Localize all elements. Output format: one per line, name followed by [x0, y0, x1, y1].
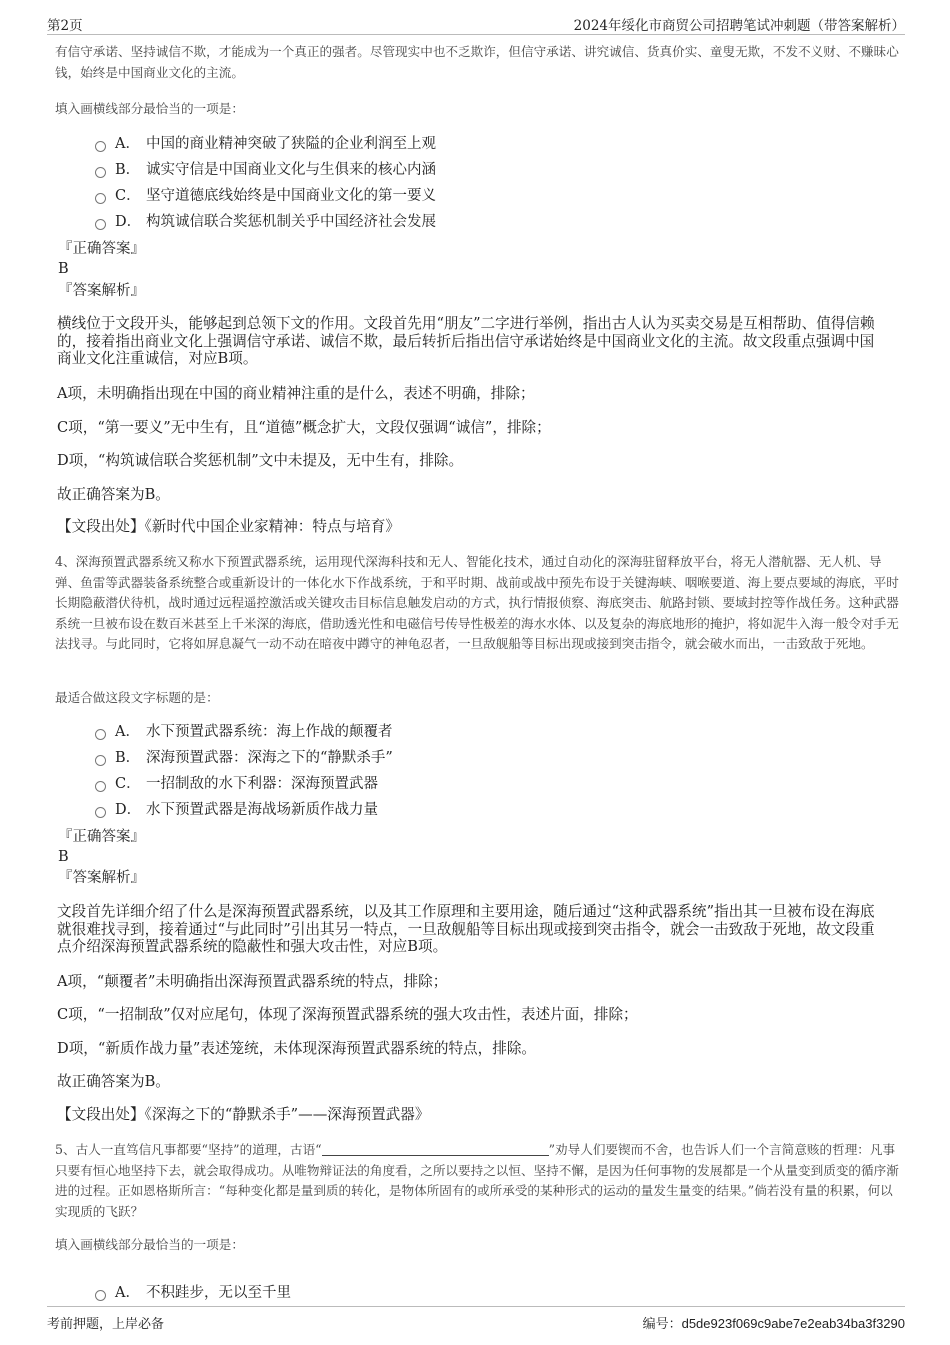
q3-option-b[interactable]: B． 诚实守信是中国商业文化与生俱来的核心内涵 [95, 159, 615, 181]
fill-blank [322, 1142, 549, 1156]
q4-analysis-label: 『答案解析』 [58, 870, 145, 886]
q4-answer-label: 『正确答案』 [58, 829, 145, 845]
q5-option-a[interactable]: A． 不积跬步，无以至千里 [95, 1282, 615, 1304]
q3-prompt: 填入画横线部分最恰当的一项是： [55, 101, 244, 116]
q3-option-a[interactable]: A． 中国的商业精神突破了狭隘的企业利润至上观 [95, 133, 615, 155]
radio-icon[interactable] [95, 755, 106, 766]
footer-code: 编号：d5de923f069c9abe7e2eab34ba3f3290 [642, 1316, 905, 1332]
q4-passage: 4、深海预置武器系统又称水下预置武器系统，运用现代深海科技和无人、智能化技术，通过自动化的深海驻留释放平台，将无人潜航器、无人机、导弹、鱼雷等武器装备系统整合或重新设计的一体化水下作战系统，于和平时期、战前或战中预先布设于关键海峡、咽喉要道、海上要点要域的海底，平时长期隐蔽潜伏待机，战时通过远程遥控激活或关键攻击目标信息触发启动的方式，执行情报侦察、海底突击、航路封锁、要域封控等作战任务。这种武器系统一旦被布设在数百米甚至上千米深的海底，借助透光性和电磁信号传导性极差的海水水体、以及复杂的海底地形的掩护，将如泥牛入海一般令对手无法找寻。与此同时，它将如屏息凝气一动不动在暗夜中蹲守的神龟忍者，一旦敌舰船等目标出现或接到突击指令，就会破水而出，一击致敌于死地。 [55, 554, 899, 651]
radio-icon[interactable] [95, 1290, 106, 1301]
radio-icon[interactable] [95, 781, 106, 792]
document-title: 2024年绥化市商贸公司招聘笔试冲刺题（带答案解析） [573, 18, 905, 34]
q3-conclusion: 故正确答案为B。 [57, 486, 170, 503]
page-number: 第2页 [47, 18, 83, 34]
q3-option-d[interactable]: D． 构筑诚信联合奖惩机制关乎中国经济社会发展 [95, 211, 615, 233]
q4-source: 【文段出处】《深海之下的“静默杀手”——深海预置武器》 [57, 1106, 430, 1123]
page-footer [47, 1306, 905, 1333]
q4-note-c: C项，“一招制敌”仅对应尾句，体现了深海预置武器系统的强大攻击性，表述片面，排除； [57, 1006, 638, 1023]
q4-option-a[interactable]: A． 水下预置武器系统：海上作战的颠覆者 [95, 721, 615, 743]
q3-analysis-label: 『答案解析』 [58, 283, 145, 299]
q3-option-c[interactable]: C． 坚守道德底线始终是中国商业文化的第一要义 [95, 185, 615, 207]
q3-note-a: A项，未明确指出现在中国的商业精神注重的是什么，表述不明确，排除； [57, 385, 535, 402]
radio-icon[interactable] [95, 219, 106, 230]
q3-answer-label: 『正确答案』 [58, 241, 145, 257]
q3-source: 【文段出处】《新时代中国企业家精神：特点与培育》 [57, 518, 400, 535]
q4-option-d[interactable]: D． 水下预置武器是海战场新质作战力量 [95, 799, 615, 821]
q3-note-d: D项，“构筑诚信联合奖惩机制”文中未提及，无中生有，排除。 [57, 452, 464, 469]
q4-analysis: 文段首先详细介绍了什么是深海预置武器系统，以及其工作原理和主要用途，随后通过“这种武器系统”指出其一旦被布设在海底就很难找寻到，接着通过“与此同时”引出其另一特点，一旦敌舰船等目标出现或接到突击指令，就会一击致敌于死地，故文段重点介绍深海预置武器系统的隐蔽性和强大攻击性，对应B项。 [57, 903, 875, 955]
q4-conclusion: 故正确答案为B。 [57, 1073, 170, 1090]
q3-passage-tail: 有信守承诺、坚持诚信不欺，才能成为一个真正的强者。尽管现实中也不乏欺诈，但信守承诺、讲究诚信、货真价实、童叟无欺，不发不义财、不赚昧心钱，始终是中国商业文化的主流。 [55, 44, 899, 80]
q4-option-b[interactable]: B． 深海预置武器：深海之下的“静默杀手” [95, 747, 615, 769]
q4-prompt: 最适合做这段文字标题的是： [55, 690, 219, 705]
radio-icon[interactable] [95, 807, 106, 818]
q4-answer: B [58, 849, 69, 865]
q3-note-c: C项，“第一要义”无中生有，且“道德”概念扩大，文段仅强调“诚信”，排除； [57, 419, 551, 436]
q3-answer: B [58, 261, 69, 277]
radio-icon[interactable] [95, 141, 106, 152]
page-header [47, 10, 905, 35]
radio-icon[interactable] [95, 729, 106, 740]
q5-prompt: 填入画横线部分最恰当的一项是： [55, 1237, 244, 1252]
q5-passage: 5、古人一直笃信凡事都要“坚持”的道理，古语“ ”劝导人们要锲而不舍，也告诉人们一个言简意赅的哲理：凡事只要有恒心地坚持下去，就会取得成功。从唯物辩证法的角度看，之所以要持之以恒、坚持不懈，是因为任何事物的发展都是一个从量变到质变的循序渐进的过程。正如恩格斯所言：“每种变化都是量到质的转化，是物体所固有的或所承受的某种形式的运动的量发生量变的结果。”倘若没有量的积累，何以实现质的飞跃？ [55, 1142, 899, 1219]
q4-option-c[interactable]: C． 一招制敌的水下利器：深海预置武器 [95, 773, 615, 795]
q4-note-a: A项，“颠覆者”未明确指出深海预置武器系统的特点，排除； [57, 973, 448, 990]
q3-analysis: 横线位于文段开头，能够起到总领下文的作用。文段首先用“朋友”二字进行举例，指出古人认为买卖交易是互相帮助、值得信赖的，接着指出商业文化上强调信守承诺、诚信不欺，最后转折后指出信守承诺始终是中国商业文化的主流。故文段重点强调中国商业文化注重诚信，对应B项。 [57, 315, 875, 367]
radio-icon[interactable] [95, 167, 106, 178]
footer-slogan: 考前押题，上岸必备 [47, 1317, 165, 1332]
radio-icon[interactable] [95, 193, 106, 204]
q4-note-d: D项，“新质作战力量”表述笼统，未体现深海预置武器系统的特点，排除。 [57, 1040, 537, 1057]
